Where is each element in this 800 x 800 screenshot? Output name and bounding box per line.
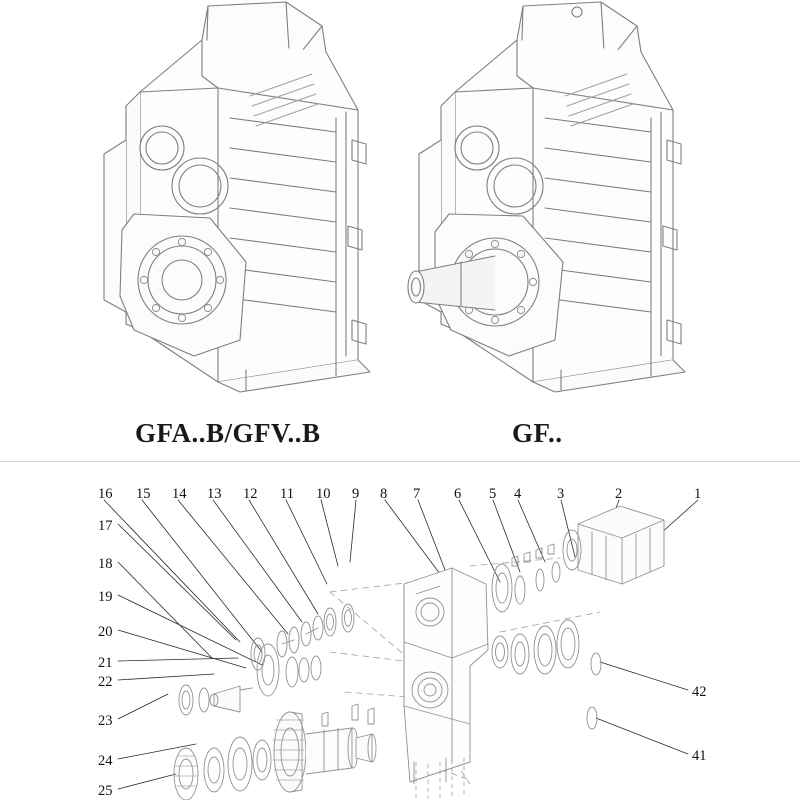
part-number-19: 19 xyxy=(98,589,113,605)
part-number-5: 5 xyxy=(489,486,497,502)
part-number-14: 14 xyxy=(172,486,187,502)
part-number-21: 21 xyxy=(98,655,113,671)
part-number-18: 18 xyxy=(98,556,113,572)
part-number-11: 11 xyxy=(280,486,294,502)
gearbox-drawing-left xyxy=(90,0,390,400)
part-number-2: 2 xyxy=(615,486,623,502)
gearbox-drawing-right xyxy=(405,0,715,400)
part-number-3: 3 xyxy=(557,486,565,502)
part-number-12: 12 xyxy=(243,486,258,502)
part-number-15: 15 xyxy=(136,486,151,502)
part-number-17: 17 xyxy=(98,518,113,534)
part-number-9: 9 xyxy=(352,486,360,502)
part-number-13: 13 xyxy=(207,486,222,502)
caption-left-unit: GFA..B/GFV..B xyxy=(135,418,321,448)
exploded-parts-drawing xyxy=(0,462,800,800)
part-number-24: 24 xyxy=(98,753,113,769)
part-number-20: 20 xyxy=(98,624,113,640)
part-number-41: 41 xyxy=(692,748,707,764)
part-number-6: 6 xyxy=(454,486,462,502)
part-number-4: 4 xyxy=(514,486,522,502)
caption-right-unit: GF.. xyxy=(512,418,563,448)
part-number-1: 1 xyxy=(694,486,702,502)
part-number-22: 22 xyxy=(98,674,113,690)
part-number-10: 10 xyxy=(316,486,331,502)
part-number-7: 7 xyxy=(413,486,421,502)
part-number-23: 23 xyxy=(98,713,113,729)
exploded-view-area xyxy=(0,462,800,800)
part-number-42: 42 xyxy=(692,684,707,700)
part-number-25: 25 xyxy=(98,783,113,799)
part-number-8: 8 xyxy=(380,486,388,502)
part-number-16: 16 xyxy=(98,486,113,502)
